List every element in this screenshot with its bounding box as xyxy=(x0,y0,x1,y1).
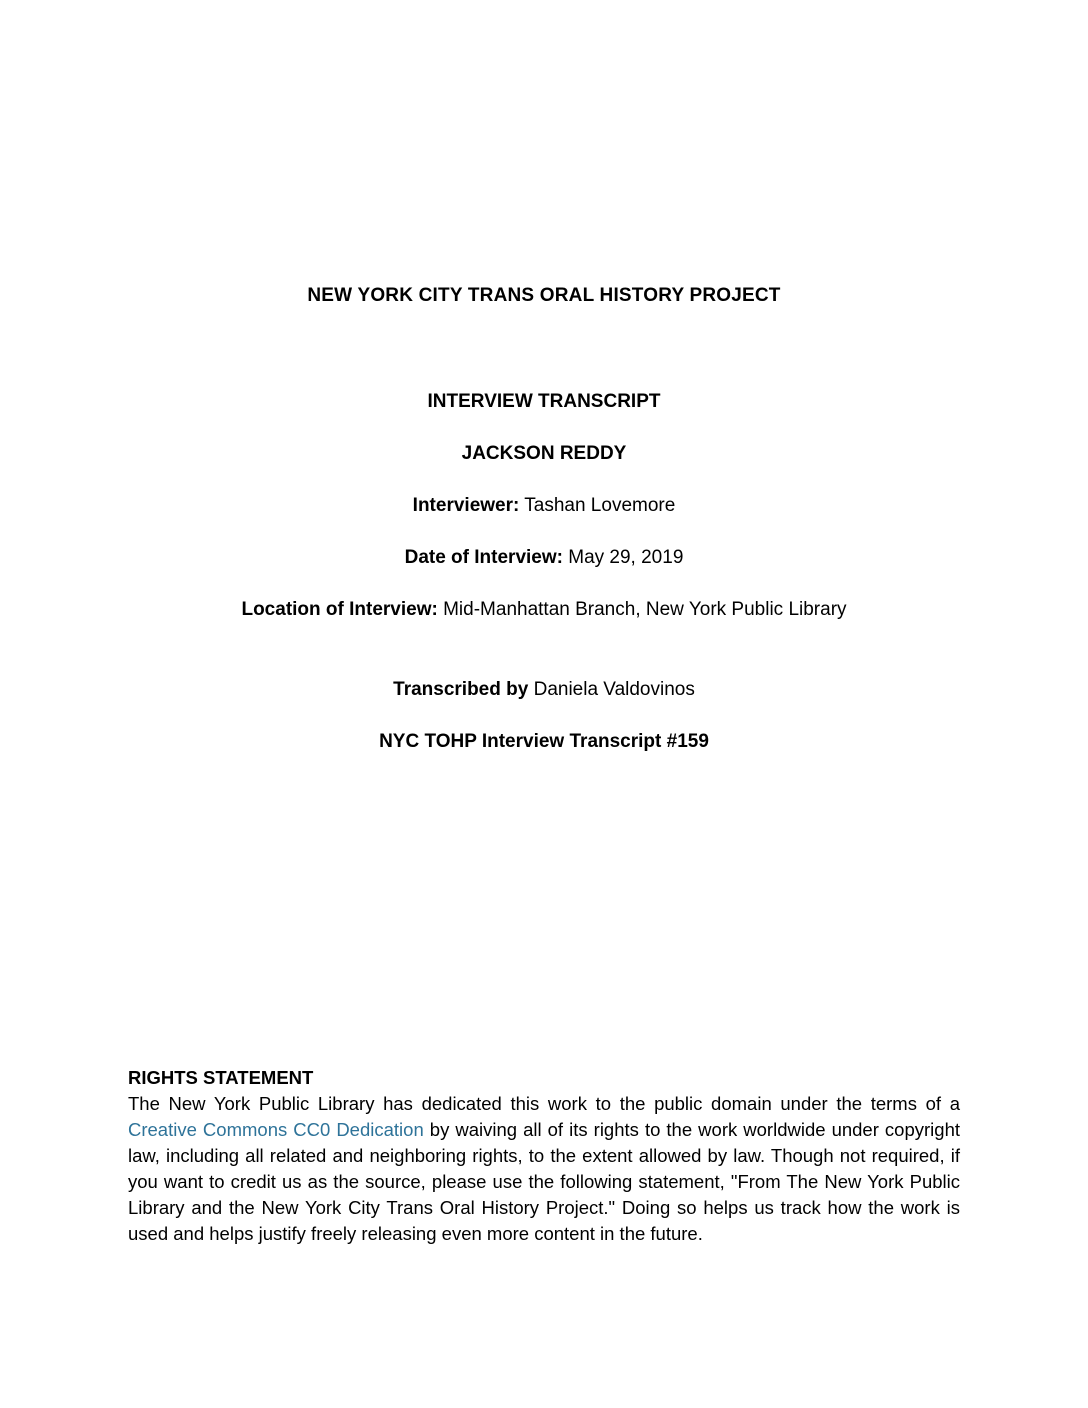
date-of-interview-line xyxy=(128,545,960,571)
interviewee-name: JACKSON REDDY xyxy=(461,443,627,464)
rights-statement-paragraph xyxy=(128,1091,960,1247)
interviewer-line xyxy=(128,493,960,519)
interviewer-value: Tashan Lovemore xyxy=(524,495,676,516)
location-of-interview-value: Mid-Manhattan Branch, New York Public Library xyxy=(443,599,847,620)
interviewer-label: Interviewer: xyxy=(412,495,520,516)
location-of-interview-label: Location of Interview: xyxy=(241,599,438,620)
document-subtitle: INTERVIEW TRANSCRIPT xyxy=(427,391,661,412)
rights-text-after-link: by waiving all of its rights to the work worldwide under copyright law, including all related and neighboring rights, to the extent allowed by law. Though not required, if you want to credit us as the source, please use the following statement, "From The New York Public Library and the New York City Trans Oral History Project." Doing so helps us track how the work is used and helps justify freely releasing even more content in the future. xyxy=(128,1119,960,1244)
rights-statement-heading: RIGHTS STATEMENT xyxy=(128,1067,314,1088)
rights-text-before-link: The New York Public Library has dedicated this work to the public domain under the terms of a xyxy=(128,1093,960,1114)
location-of-interview-line xyxy=(128,597,960,623)
page-content xyxy=(0,283,1088,1247)
transcribed-by-line xyxy=(128,677,960,703)
date-of-interview-label: Date of Interview: xyxy=(404,547,563,568)
page-title: NEW YORK CITY TRANS ORAL HISTORY PROJECT xyxy=(307,285,781,306)
creative-commons-cc0-link[interactable]: Creative Commons CC0 Dedication xyxy=(128,1119,424,1140)
transcribed-by-label: Transcribed by xyxy=(393,679,529,700)
date-of-interview-value: May 29, 2019 xyxy=(568,547,684,568)
transcribed-by-value: Daniela Valdovinos xyxy=(533,679,695,700)
transcript-number: NYC TOHP Interview Transcript #159 xyxy=(379,731,709,752)
